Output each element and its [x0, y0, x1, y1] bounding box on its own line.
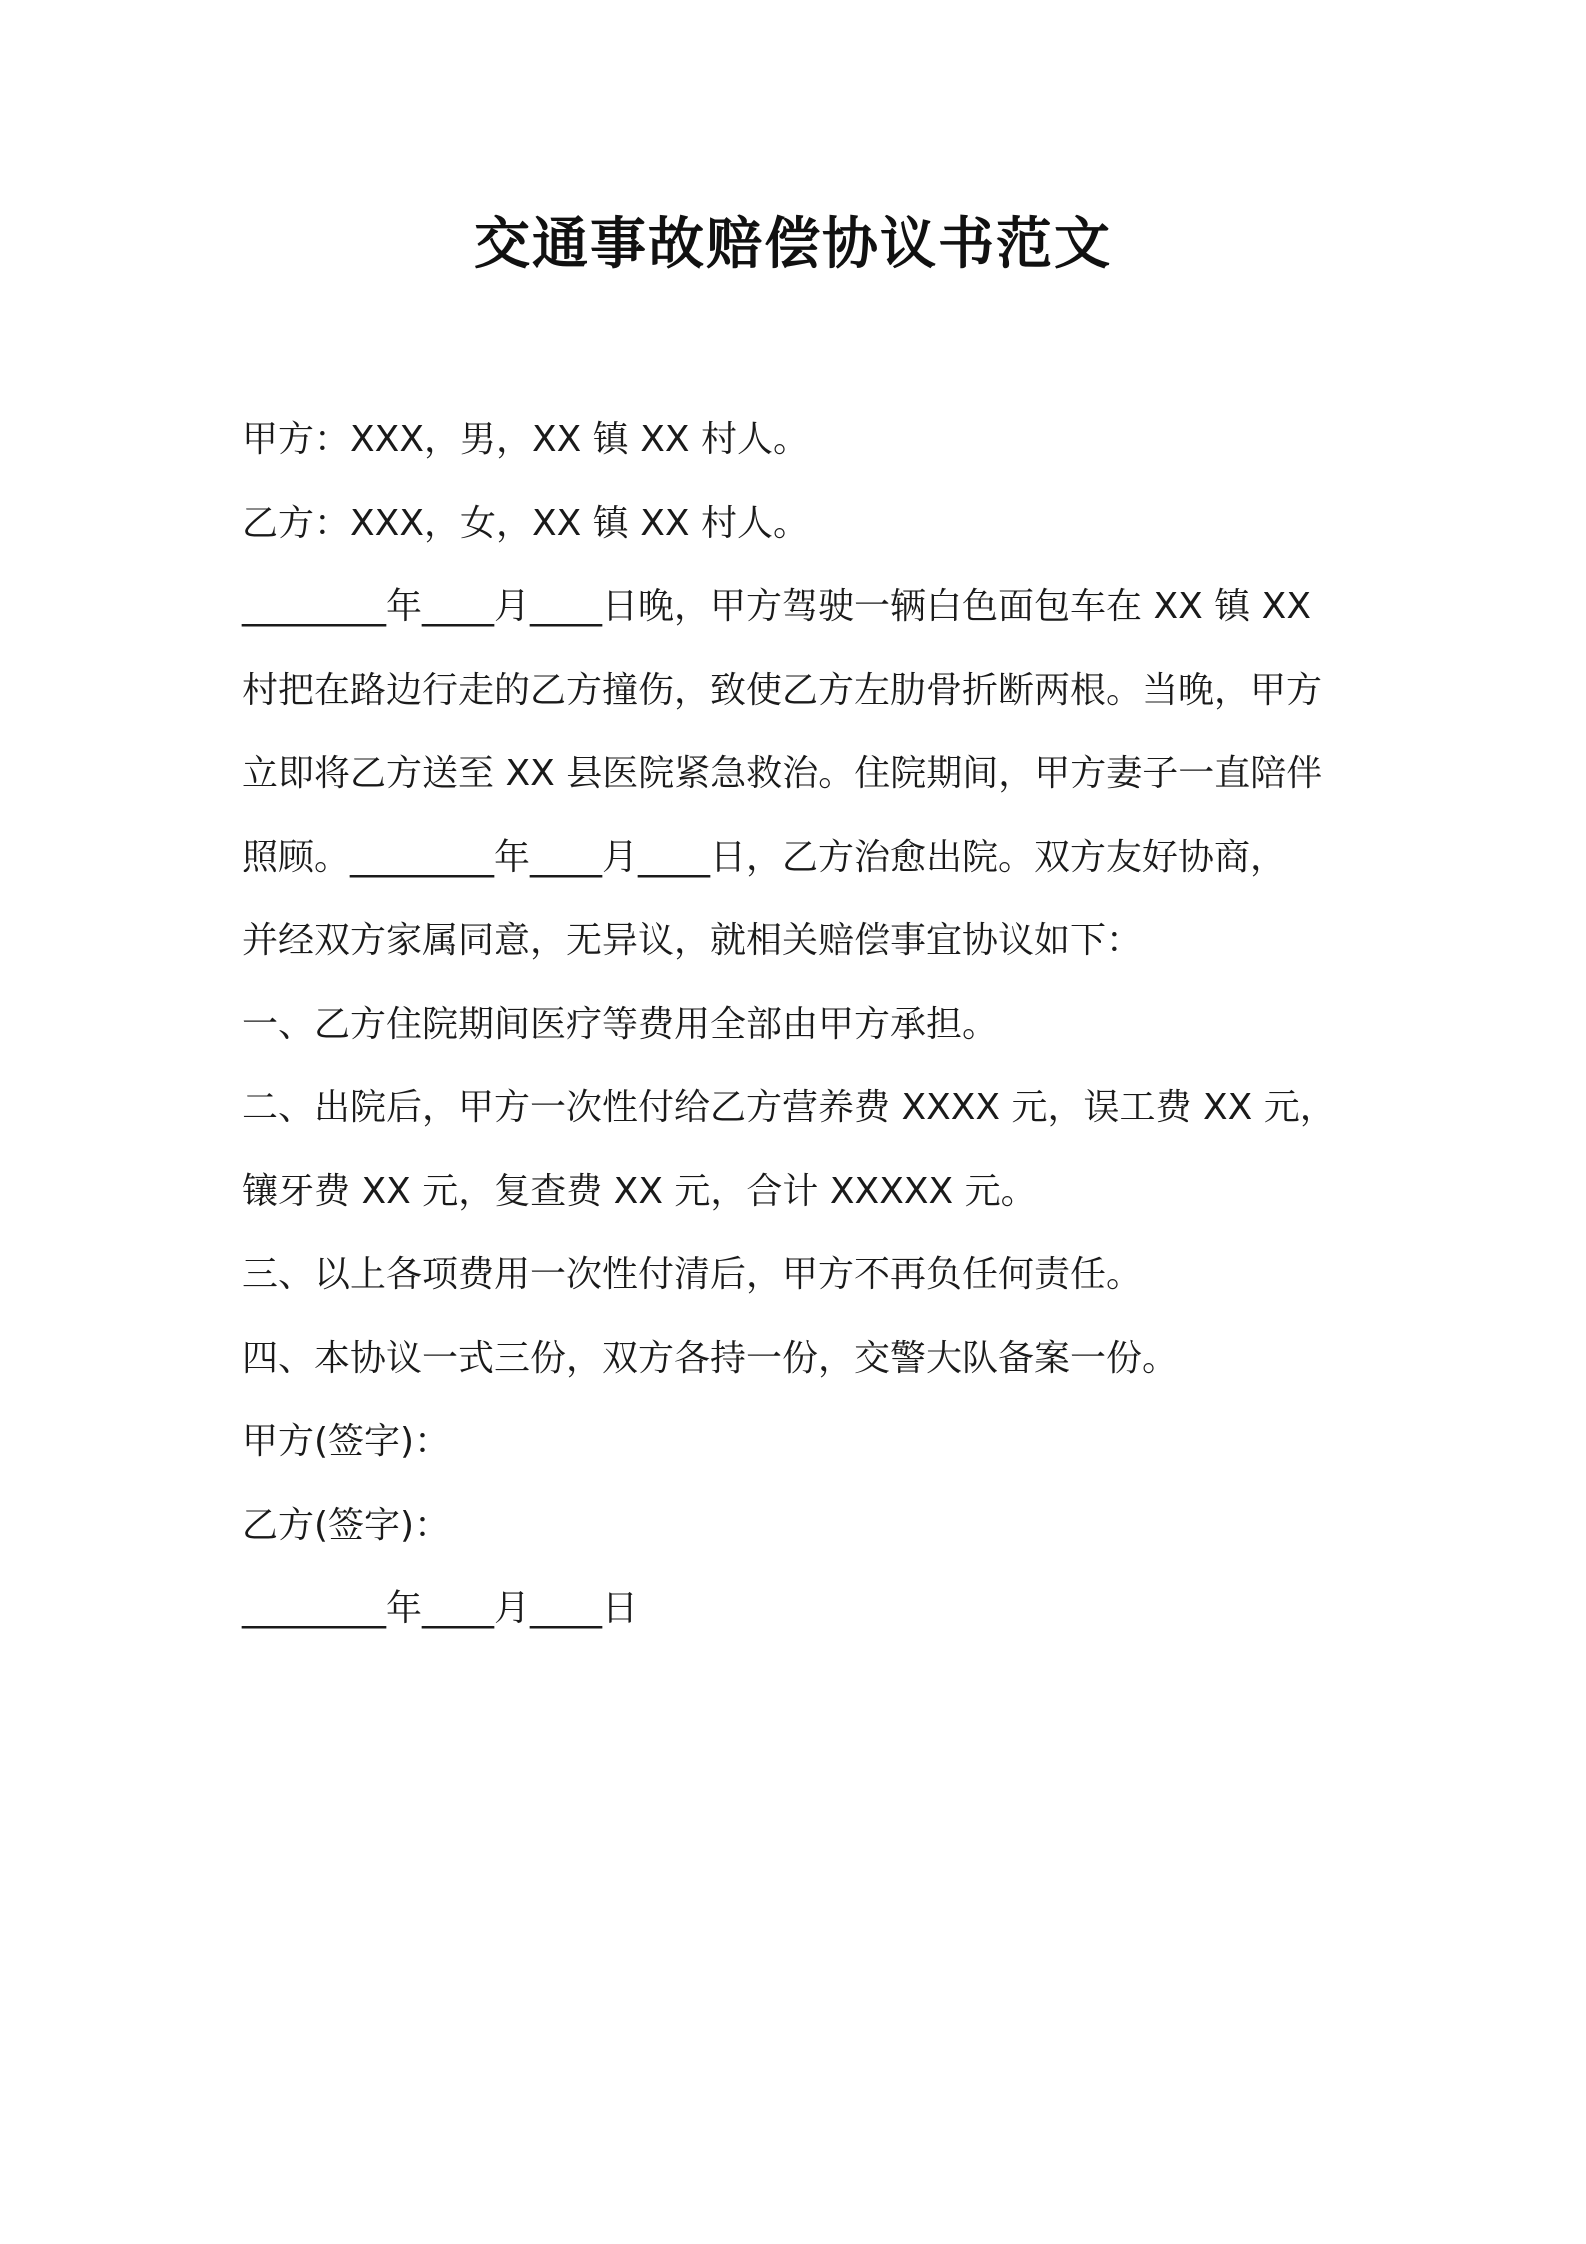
paragraph-line: 村把在路边行走的乙方撞伤，致使乙方左肋骨折断两根。当晚，甲方 — [242, 669, 1323, 711]
party-a-line: 甲方：XXX，男，XX 镇 XX 村人。 — [242, 419, 809, 460]
party-b-signature: 乙方(签字)： — [242, 1504, 451, 1546]
document-body — [242, 398, 1352, 1651]
paragraph-line: ________年____月____日晚，甲方驾驶一辆白色面包车在 XX 镇 XX — [242, 586, 1311, 627]
party-a-signature: 甲方(签字)： — [242, 1421, 451, 1462]
party-b-line: 乙方：XXX，女，XX 镇 XX 村人。 — [242, 502, 809, 544]
paragraph-line: 照顾。________年____月____日，乙方治愈出院。双方友好协商， — [242, 836, 1287, 878]
clause-one: 一、乙方住院期间医疗等费用全部由甲方承担。 — [242, 1003, 999, 1045]
clause-three: 三、以上各项费用一次性付清后，甲方不再负任何责任。 — [242, 1254, 1143, 1295]
clause-two-continued: 镶牙费 XX 元，复查费 XX 元，合计 XXXXX 元。 — [242, 1170, 1037, 1212]
signing-date: ________年____月____日 — [242, 1588, 638, 1629]
document-title: 交通事故赔偿协议书范文 — [474, 212, 1112, 277]
paragraph-line: 并经双方家属同意，无异议，就相关赔偿事宜协议如下： — [242, 920, 1143, 961]
clause-two: 二、出院后，甲方一次性付给乙方营养费 XXXX 元，误工费 XX 元， — [242, 1087, 1336, 1128]
clause-four: 四、本协议一式三份，双方各持一份，交警大队备案一份。 — [242, 1337, 1179, 1379]
paragraph-line: 立即将乙方送至 XX 县医院紧急救治。住院期间，甲方妻子一直陪伴 — [242, 753, 1323, 794]
